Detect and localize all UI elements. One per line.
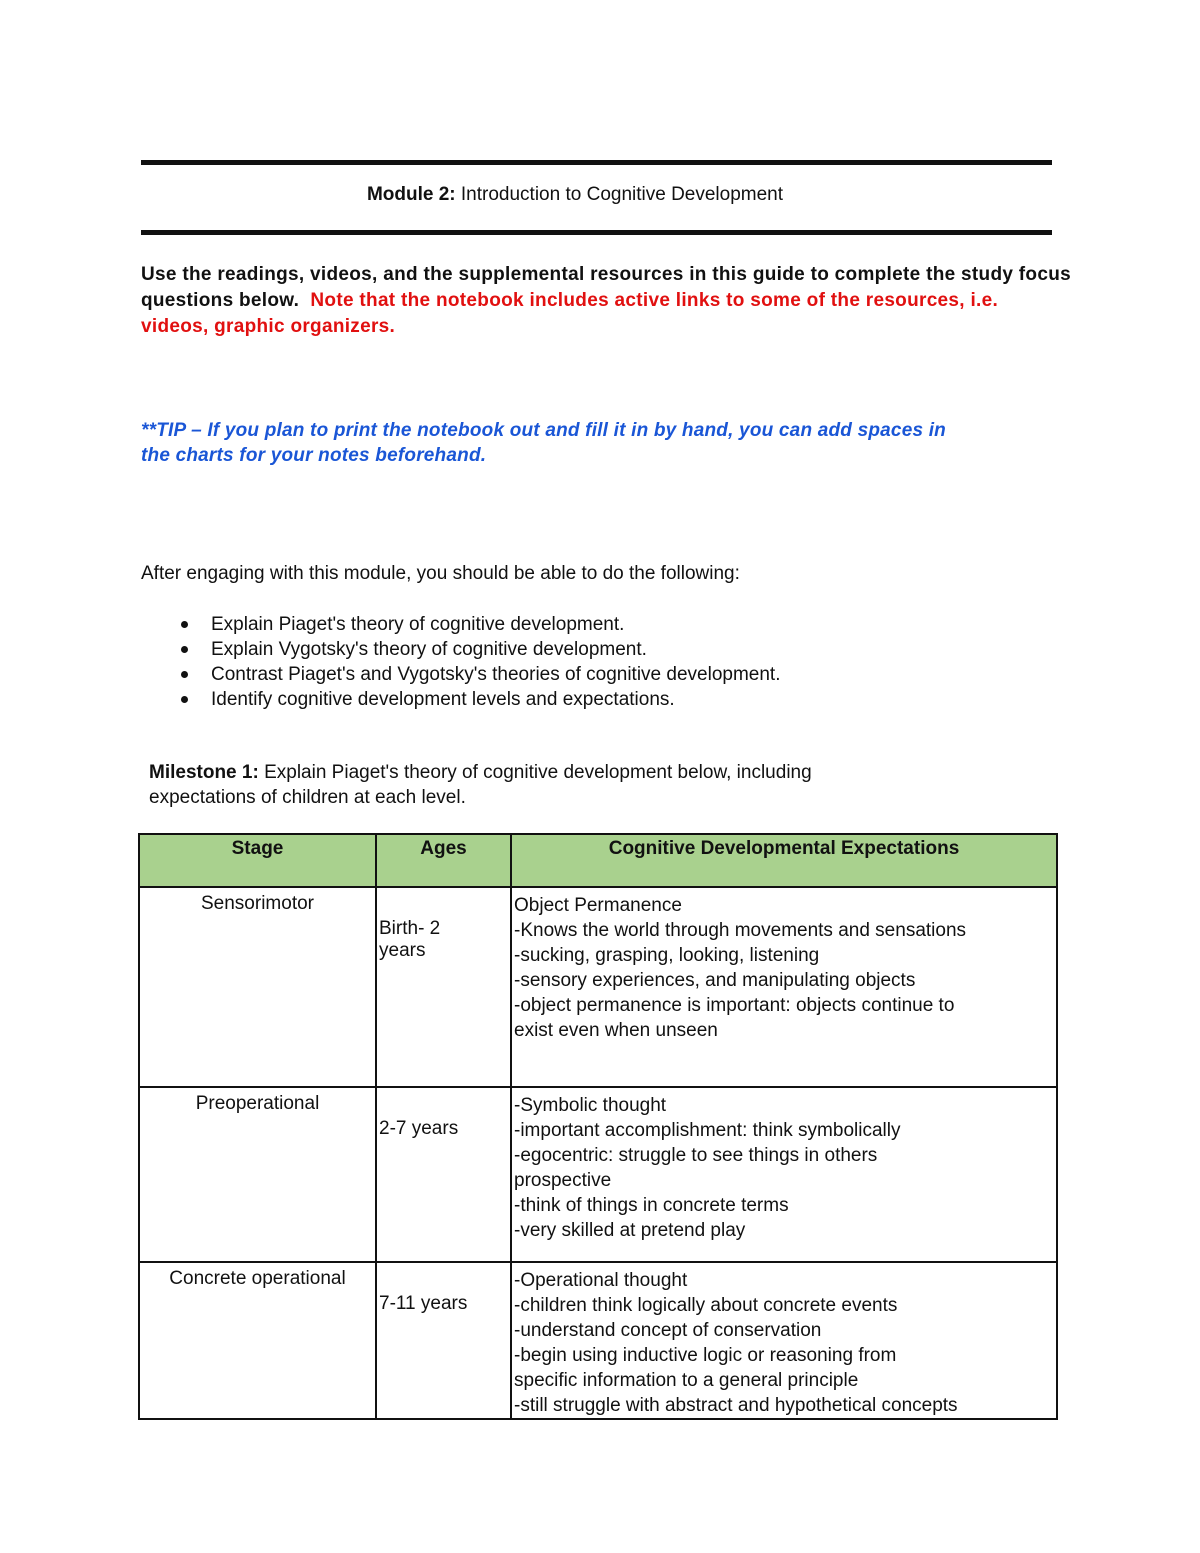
instructions-text: Use the readings, videos, and the supplemental resources in this guide to complete the study focus questions below.: [141, 264, 1071, 311]
table-header-row: [139, 834, 1057, 887]
milestone-label: Milestone 1:: [149, 762, 259, 783]
objective-text: Contrast Piaget's and Vygotsky's theories of cognitive development.: [211, 664, 781, 685]
table-row: [139, 887, 1057, 1087]
header-expectations: Cognitive Developmental Expectations: [511, 834, 1057, 887]
piaget-stages-table: [138, 833, 1058, 1420]
tip-line-2: the charts for your notes beforehand.: [141, 445, 487, 466]
expectation-line: -think of things in concrete terms: [514, 1195, 789, 1216]
expectation-line: -understand concept of conservation: [514, 1320, 822, 1341]
expectation-line: -very skilled at pretend play: [514, 1220, 746, 1241]
tip-paragraph: [141, 418, 1061, 468]
expectation-line: specific information to a general principle: [514, 1370, 859, 1391]
milestone-line-1: Explain Piaget's theory of cognitive development below, including: [258, 762, 812, 783]
objective-item: [178, 612, 780, 637]
expectation-line: -sensory experiences, and manipulating objects: [514, 970, 916, 991]
top-divider: [141, 160, 1052, 165]
age-cell: [376, 887, 511, 1087]
age-line: years: [379, 940, 426, 961]
age-line: Birth- 2: [379, 918, 441, 939]
objective-text: Identify cognitive development levels and expectations.: [211, 689, 675, 710]
expectation-line: -Knows the world through movements and sensations: [514, 920, 967, 941]
stage-cell: Preoperational: [139, 1087, 376, 1262]
table-row: [139, 1262, 1057, 1419]
module-title: [0, 184, 1150, 206]
expectation-line: -Operational thought: [514, 1270, 688, 1291]
bullet-icon: [181, 671, 188, 678]
age-cell: [376, 1087, 511, 1262]
expectation-line: -children think logically about concrete events: [514, 1295, 898, 1316]
expectation-line: -still struggle with abstract and hypothetical concepts: [514, 1395, 958, 1416]
expectation-line: exist even when unseen: [514, 1020, 718, 1041]
stage-cell: Concrete operational: [139, 1262, 376, 1419]
milestone-line-2: expectations of children at each level.: [149, 787, 466, 808]
objectives-intro: After engaging with this module, you should be able to do the following:: [141, 563, 740, 584]
module-label: Module 2:: [366, 184, 456, 205]
header-stage: Stage: [139, 834, 376, 887]
bullet-icon: [181, 696, 188, 703]
expectation-line: -important accomplishment: think symbolically: [514, 1120, 901, 1141]
header-ages: Ages: [376, 834, 511, 887]
stage-cell: Sensorimotor: [139, 887, 376, 1087]
age-line: 7-11 years: [379, 1293, 468, 1314]
table-row: [139, 1087, 1057, 1262]
expectation-line: Object Permanence: [514, 895, 682, 916]
milestone-prompt: [149, 760, 949, 810]
instructions-note: Note that the notebook includes active links to some of the resources, i.e. videos, graphic organizers.: [141, 290, 999, 337]
expectations-cell: [511, 1087, 1057, 1262]
objective-text: Explain Piaget's theory of cognitive development.: [211, 614, 625, 635]
bullet-icon: [181, 621, 188, 628]
expectation-line: -object permanence is important: objects continue to: [514, 995, 955, 1016]
expectation-line: prospective: [514, 1170, 612, 1191]
instructions-paragraph: [141, 262, 1071, 340]
expectation-line: -Symbolic thought: [514, 1095, 667, 1116]
expectations-cell: [511, 887, 1057, 1087]
expectation-line: -egocentric: struggle to see things in others: [514, 1145, 878, 1166]
expectations-cell: [511, 1262, 1057, 1419]
objective-item: [178, 687, 780, 712]
age-cell: [376, 1262, 511, 1419]
objective-item: [178, 662, 780, 687]
expectation-line: -begin using inductive logic or reasoning from: [514, 1345, 897, 1366]
objective-text: Explain Vygotsky's theory of cognitive development.: [211, 639, 647, 660]
bullet-icon: [181, 646, 188, 653]
bottom-divider: [141, 230, 1052, 235]
objective-item: [178, 637, 780, 662]
age-line: 2-7 years: [379, 1118, 459, 1139]
tip-line-1: **TIP – If you plan to print the notebook out and fill it in by hand, you can add spaces in: [141, 420, 946, 441]
module-title-text: Introduction to Cognitive Development: [455, 184, 784, 205]
expectation-line: -sucking, grasping, looking, listening: [514, 945, 820, 966]
objectives-list: [178, 612, 780, 712]
